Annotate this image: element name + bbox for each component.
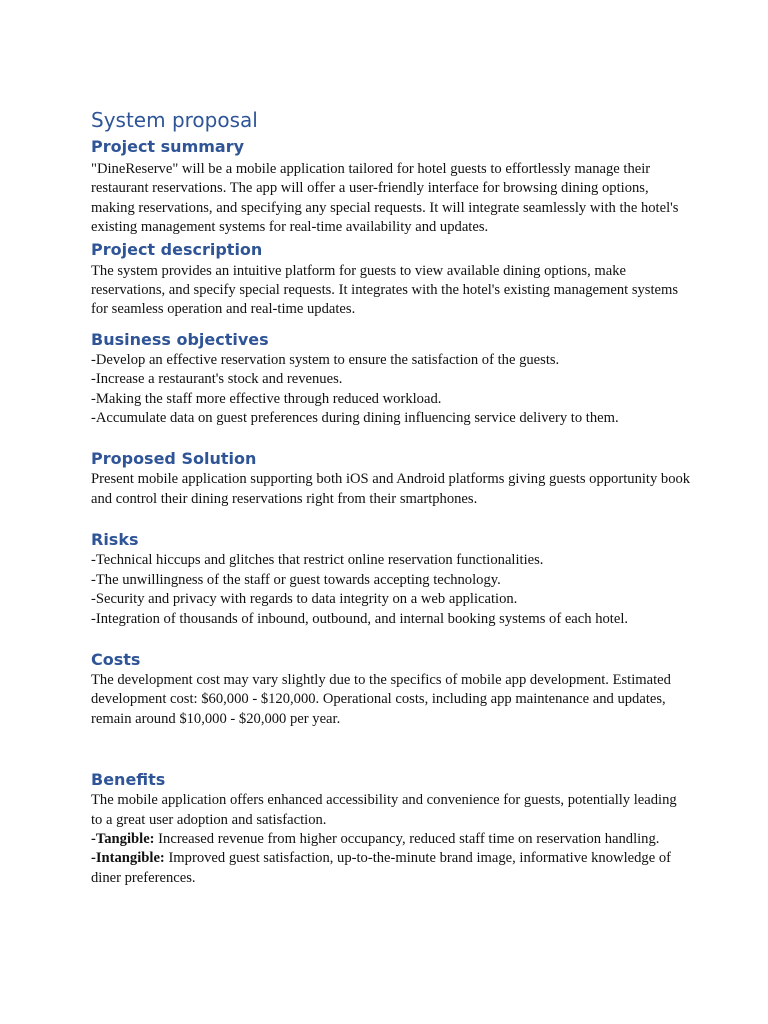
benefits-tangible [91, 830, 691, 849]
intangible-label: -Intangible: [91, 850, 165, 867]
list-item: -Security and privacy with regards to data integrity on a web application. [91, 591, 518, 608]
costs-text: The development cost may vary slightly due to the specifics of mobile app development. Estimated development cost: $60,000 - $120,000. Operational costs, including app maintenance and updates, remain around $10,000 - $20,000 per year. [91, 671, 671, 727]
benefits-intangible [91, 849, 691, 888]
list-item: -Develop an effective reservation system to ensure the satisfaction of the guests. [91, 351, 560, 368]
intangible-text: Improved guest satisfaction, up-to-the-minute brand image, informative knowledge of diner preferences. [91, 850, 671, 886]
document-page [91, 106, 691, 888]
list-item: -The unwillingness of the staff or guest towards accepting technology. [91, 571, 501, 588]
benefits-text: The mobile application offers enhanced accessibility and convenience for guests, potentially leading to a great user adoption and satisfaction. [91, 792, 677, 828]
risks-list [91, 551, 691, 629]
project-summary-text: "DineReserve" will be a mobile application tailored for hotel guests to effortlessly manage their restaurant reservations. The app will offer a user-friendly interface for browsing dining options, making reservations, and specifying any special requests. It will integrate seamlessly with the hotel's existing management systems for real-time availability and updates. [91, 161, 679, 236]
tangible-text: Increased revenue from higher occupancy, reduced staff time on reservation handling. [154, 830, 660, 847]
business-objectives-list [91, 351, 691, 429]
section-heading-benefits: Benefits [91, 770, 166, 790]
list-item: -Integration of thousands of inbound, outbound, and internal booking systems of each hotel. [91, 610, 629, 627]
section-heading-project-description: Project description [91, 239, 263, 259]
list-item: -Increase a restaurant's stock and revenues. [91, 371, 343, 388]
document-title: System proposal [91, 108, 258, 132]
section-heading-business-objectives: Business objectives [91, 329, 269, 349]
list-item: -Technical hiccups and glitches that restrict online reservation functionalities. [91, 552, 544, 569]
section-heading-costs: Costs [91, 649, 141, 669]
proposed-solution-text: Present mobile application supporting both iOS and Android platforms giving guests opportunity book and control their dining reservations right from their smartphones. [91, 471, 691, 507]
section-heading-proposed-solution: Proposed Solution [91, 449, 257, 469]
list-item: -Accumulate data on guest preferences during dining influencing service delivery to them. [91, 410, 619, 427]
section-heading-risks: Risks [91, 530, 139, 550]
section-heading-project-summary: Project summary [91, 137, 245, 156]
tangible-label: -Tangible: [91, 830, 155, 847]
list-item: -Making the staff more effective through reduced workload. [91, 390, 442, 407]
project-description-text: The system provides an intuitive platform for guests to view available dining options, make reservations, and specify special requests. It integrates with the hotel's existing management systems for seamless operation and real-time updates. [91, 262, 679, 318]
